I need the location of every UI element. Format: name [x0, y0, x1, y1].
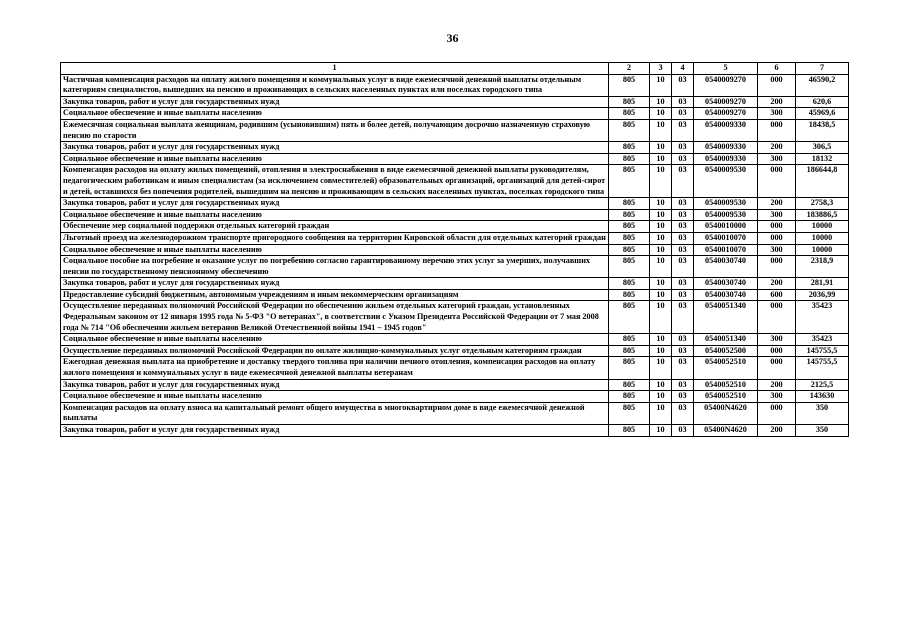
- cell-ministry-code: 805: [609, 425, 650, 437]
- cell-subsection: 03: [672, 108, 694, 120]
- cell-description: Компенсация расходов на оплату взноса на капитальный ремонт общего имущества в многоквартирном доме в виде ежемесячной денежной выплаты: [61, 402, 609, 424]
- cell-description: Осуществление переданных полномочий Российской Федерации по обеспечению жильем отдельных категорий граждан, установленных Федеральным законом от 12 января 1995 года № 5-ФЗ "О ветеранах", в соответствии с Указом Президента Российской Федерации от 7 мая 2008 года № 714 "Об обеспечении жильем ветеранов Великой Отечественной войны 1941 – 1945 годов": [61, 301, 609, 334]
- cell-target-article: 0540051340: [694, 301, 758, 334]
- cell-target-article: 0540052510: [694, 379, 758, 391]
- cell-section: 10: [650, 108, 672, 120]
- cell-amount: 18438,5: [796, 119, 849, 141]
- cell-expense-type: 000: [758, 256, 796, 278]
- cell-target-article: 0540010070: [694, 244, 758, 256]
- cell-target-article: 0540030740: [694, 278, 758, 290]
- cell-section: 10: [650, 232, 672, 244]
- cell-subsection: 03: [672, 345, 694, 357]
- table-row: [61, 334, 849, 346]
- cell-expense-type: 000: [758, 301, 796, 334]
- budget-table: [60, 62, 849, 437]
- cell-target-article: 0540052510: [694, 357, 758, 379]
- cell-expense-type: 200: [758, 198, 796, 210]
- cell-expense-type: 200: [758, 96, 796, 108]
- cell-section: 10: [650, 334, 672, 346]
- cell-amount: 620,6: [796, 96, 849, 108]
- cell-expense-type: 000: [758, 357, 796, 379]
- cell-description: Закупка товаров, работ и услуг для государственных нужд: [61, 425, 609, 437]
- cell-description: Социальное пособие на погребение и оказание услуг по погребению согласно гарантированному перечню этих услуг за умерших, получавших пенсии по государственному пенсионному обеспечению: [61, 256, 609, 278]
- cell-description: Закупка товаров, работ и услуг для государственных нужд: [61, 96, 609, 108]
- cell-ministry-code: 805: [609, 74, 650, 96]
- cell-subsection: 03: [672, 74, 694, 96]
- cell-amount: 10000: [796, 244, 849, 256]
- cell-amount: 2758,3: [796, 198, 849, 210]
- cell-ministry-code: 805: [609, 391, 650, 403]
- table-row: [61, 278, 849, 290]
- cell-ministry-code: 805: [609, 108, 650, 120]
- cell-target-article: 0540009270: [694, 74, 758, 96]
- cell-amount: 10000: [796, 221, 849, 233]
- cell-description: Социальное обеспечение и иные выплаты населению: [61, 153, 609, 165]
- cell-description: Социальное обеспечение и иные выплаты населению: [61, 334, 609, 346]
- cell-subsection: 03: [672, 221, 694, 233]
- cell-target-article: 0540051340: [694, 334, 758, 346]
- cell-description: Компенсация расходов на оплату жилых помещений, отопления и электроснабжения в виде ежемесячной денежной выплаты руководителям, педагогическим работникам и иным специалистам (за исключением совместителей) образовательных организаций, организаций для детей-сирот и детей, оставшихся без попечения родителей, вышедшим на пенсию и проживающим в сельских населенных пунктах, поселках городского типа: [61, 165, 609, 198]
- cell-target-article: 0540009330: [694, 153, 758, 165]
- column-header: 5: [694, 63, 758, 75]
- cell-amount: 2318,9: [796, 256, 849, 278]
- cell-ministry-code: 805: [609, 119, 650, 141]
- table-row: [61, 345, 849, 357]
- cell-expense-type: 200: [758, 278, 796, 290]
- cell-section: 10: [650, 402, 672, 424]
- cell-section: 10: [650, 153, 672, 165]
- cell-section: 10: [650, 278, 672, 290]
- cell-section: 10: [650, 357, 672, 379]
- cell-description: Закупка товаров, работ и услуг для государственных нужд: [61, 198, 609, 210]
- cell-subsection: 03: [672, 244, 694, 256]
- cell-ministry-code: 805: [609, 221, 650, 233]
- cell-section: 10: [650, 209, 672, 221]
- cell-target-article: 0540030740: [694, 256, 758, 278]
- column-header: 2: [609, 63, 650, 75]
- cell-section: 10: [650, 119, 672, 141]
- cell-section: 10: [650, 289, 672, 301]
- cell-subsection: 03: [672, 402, 694, 424]
- table-row: [61, 232, 849, 244]
- cell-ministry-code: 805: [609, 209, 650, 221]
- cell-subsection: 03: [672, 379, 694, 391]
- cell-ministry-code: 805: [609, 334, 650, 346]
- cell-target-article: 05400N4620: [694, 425, 758, 437]
- cell-expense-type: 300: [758, 391, 796, 403]
- table-row: [61, 379, 849, 391]
- cell-expense-type: 000: [758, 119, 796, 141]
- page-number: 36: [446, 31, 459, 45]
- cell-subsection: 03: [672, 278, 694, 290]
- cell-target-article: 0540009270: [694, 96, 758, 108]
- cell-expense-type: 300: [758, 334, 796, 346]
- cell-description: Предоставление субсидий бюджетным, автономным учреждениям и иным некоммерческим организациям: [61, 289, 609, 301]
- cell-section: 10: [650, 165, 672, 198]
- cell-amount: 2125,5: [796, 379, 849, 391]
- cell-subsection: 03: [672, 96, 694, 108]
- cell-description: Социальное обеспечение и иные выплаты населению: [61, 209, 609, 221]
- cell-subsection: 03: [672, 334, 694, 346]
- cell-ministry-code: 805: [609, 278, 650, 290]
- cell-description: Закупка товаров, работ и услуг для государственных нужд: [61, 278, 609, 290]
- table-row: [61, 198, 849, 210]
- table-row: [61, 391, 849, 403]
- cell-ministry-code: 805: [609, 301, 650, 334]
- cell-amount: 186644,8: [796, 165, 849, 198]
- cell-description: Льготный проезд на железнодорожном транспорте пригородного сообщения на территории Кировской области для отдельных категорий граждан: [61, 232, 609, 244]
- cell-expense-type: 200: [758, 379, 796, 391]
- cell-subsection: 03: [672, 357, 694, 379]
- table-row: [61, 142, 849, 154]
- table-row: [61, 357, 849, 379]
- cell-section: 10: [650, 425, 672, 437]
- table-body: [61, 74, 849, 436]
- cell-amount: 281,91: [796, 278, 849, 290]
- cell-expense-type: 300: [758, 244, 796, 256]
- table-row: [61, 96, 849, 108]
- cell-section: 10: [650, 96, 672, 108]
- cell-amount: 145755,5: [796, 357, 849, 379]
- cell-ministry-code: 805: [609, 244, 650, 256]
- cell-expense-type: 000: [758, 232, 796, 244]
- cell-expense-type: 300: [758, 108, 796, 120]
- cell-ministry-code: 805: [609, 402, 650, 424]
- cell-expense-type: 200: [758, 142, 796, 154]
- cell-subsection: 03: [672, 198, 694, 210]
- cell-target-article: 0540009530: [694, 198, 758, 210]
- cell-ministry-code: 805: [609, 232, 650, 244]
- table-row: [61, 301, 849, 334]
- table-row: [61, 256, 849, 278]
- column-header: 7: [796, 63, 849, 75]
- cell-description: Закупка товаров, работ и услуг для государственных нужд: [61, 142, 609, 154]
- cell-subsection: 03: [672, 425, 694, 437]
- cell-amount: 145755,5: [796, 345, 849, 357]
- cell-subsection: 03: [672, 119, 694, 141]
- cell-target-article: 0540009530: [694, 209, 758, 221]
- cell-target-article: 0540010070: [694, 232, 758, 244]
- table-row: [61, 74, 849, 96]
- table-row: [61, 165, 849, 198]
- cell-target-article: 0540010000: [694, 221, 758, 233]
- cell-expense-type: 000: [758, 402, 796, 424]
- cell-expense-type: 600: [758, 289, 796, 301]
- table-row: [61, 119, 849, 141]
- cell-target-article: 0540030740: [694, 289, 758, 301]
- table-row: [61, 244, 849, 256]
- cell-expense-type: 200: [758, 425, 796, 437]
- cell-expense-type: 000: [758, 165, 796, 198]
- cell-subsection: 03: [672, 165, 694, 198]
- cell-expense-type: 300: [758, 209, 796, 221]
- cell-section: 10: [650, 345, 672, 357]
- cell-section: 10: [650, 391, 672, 403]
- cell-ministry-code: 805: [609, 345, 650, 357]
- table-header-row: [61, 63, 849, 75]
- column-header: 1: [61, 63, 609, 75]
- cell-amount: 35423: [796, 301, 849, 334]
- cell-target-article: 0540052510: [694, 391, 758, 403]
- cell-target-article: 0540009530: [694, 165, 758, 198]
- cell-ministry-code: 805: [609, 165, 650, 198]
- table-row: [61, 289, 849, 301]
- cell-amount: 183886,5: [796, 209, 849, 221]
- cell-expense-type: 300: [758, 153, 796, 165]
- cell-amount: 350: [796, 402, 849, 424]
- cell-amount: 46590,2: [796, 74, 849, 96]
- cell-subsection: 03: [672, 256, 694, 278]
- cell-description: Обеспечение мер социальной поддержки отдельных категорий граждан: [61, 221, 609, 233]
- cell-ministry-code: 805: [609, 153, 650, 165]
- cell-section: 10: [650, 74, 672, 96]
- column-header: 3: [650, 63, 672, 75]
- cell-expense-type: 000: [758, 74, 796, 96]
- cell-amount: 10000: [796, 232, 849, 244]
- cell-expense-type: 000: [758, 345, 796, 357]
- cell-ministry-code: 805: [609, 198, 650, 210]
- cell-target-article: 05400N4620: [694, 402, 758, 424]
- table-row: [61, 153, 849, 165]
- cell-description: Ежегодная денежная выплата на приобретение и доставку твердого топлива при наличии печного отопления, компенсация расходов на оплату жилого помещения и коммунальных услуг в виде ежемесячной денежной выплаты ветеранам: [61, 357, 609, 379]
- column-header: 4: [672, 63, 694, 75]
- cell-ministry-code: 805: [609, 96, 650, 108]
- cell-amount: 18132: [796, 153, 849, 165]
- cell-amount: 350: [796, 425, 849, 437]
- cell-subsection: 03: [672, 289, 694, 301]
- cell-subsection: 03: [672, 209, 694, 221]
- cell-target-article: 0540009330: [694, 119, 758, 141]
- table-row: [61, 402, 849, 424]
- cell-section: 10: [650, 256, 672, 278]
- cell-description: Социальное обеспечение и иные выплаты населению: [61, 244, 609, 256]
- cell-amount: 45969,6: [796, 108, 849, 120]
- cell-section: 10: [650, 244, 672, 256]
- cell-description: Ежемесячная социальная выплата женщинам, родившим (усыновившим) пять и более детей, получающим досрочно назначенную страховую пенсию по старости: [61, 119, 609, 141]
- cell-subsection: 03: [672, 153, 694, 165]
- cell-description: Социальное обеспечение и иные выплаты населению: [61, 108, 609, 120]
- cell-description: Осуществление переданных полномочий Российской Федерации по оплате жилищно-коммунальных услуг отдельным категориям граждан: [61, 345, 609, 357]
- cell-subsection: 03: [672, 232, 694, 244]
- cell-subsection: 03: [672, 142, 694, 154]
- cell-description: Закупка товаров, работ и услуг для государственных нужд: [61, 379, 609, 391]
- cell-ministry-code: 805: [609, 256, 650, 278]
- cell-target-article: 0540009270: [694, 108, 758, 120]
- table-row: [61, 425, 849, 437]
- cell-ministry-code: 805: [609, 289, 650, 301]
- cell-section: 10: [650, 379, 672, 391]
- cell-section: 10: [650, 142, 672, 154]
- cell-description: Частичная компенсация расходов на оплату жилого помещения и коммунальных услуг в виде ежемесячной денежной выплаты отдельным категориям специалистов, вышедших на пенсию и проживающих в сельских населенных пунктах или поселках городского типа: [61, 74, 609, 96]
- cell-subsection: 03: [672, 391, 694, 403]
- cell-amount: 2036,99: [796, 289, 849, 301]
- cell-subsection: 03: [672, 301, 694, 334]
- cell-ministry-code: 805: [609, 142, 650, 154]
- table-row: [61, 108, 849, 120]
- cell-section: 10: [650, 198, 672, 210]
- cell-section: 10: [650, 221, 672, 233]
- cell-amount: 306,5: [796, 142, 849, 154]
- table-row: [61, 221, 849, 233]
- cell-amount: 143630: [796, 391, 849, 403]
- cell-expense-type: 000: [758, 221, 796, 233]
- cell-target-article: 0540009330: [694, 142, 758, 154]
- cell-target-article: 0540052500: [694, 345, 758, 357]
- cell-description: Социальное обеспечение и иные выплаты населению: [61, 391, 609, 403]
- table-row: [61, 209, 849, 221]
- column-header: 6: [758, 63, 796, 75]
- cell-amount: 35423: [796, 334, 849, 346]
- cell-ministry-code: 805: [609, 357, 650, 379]
- cell-section: 10: [650, 301, 672, 334]
- cell-ministry-code: 805: [609, 379, 650, 391]
